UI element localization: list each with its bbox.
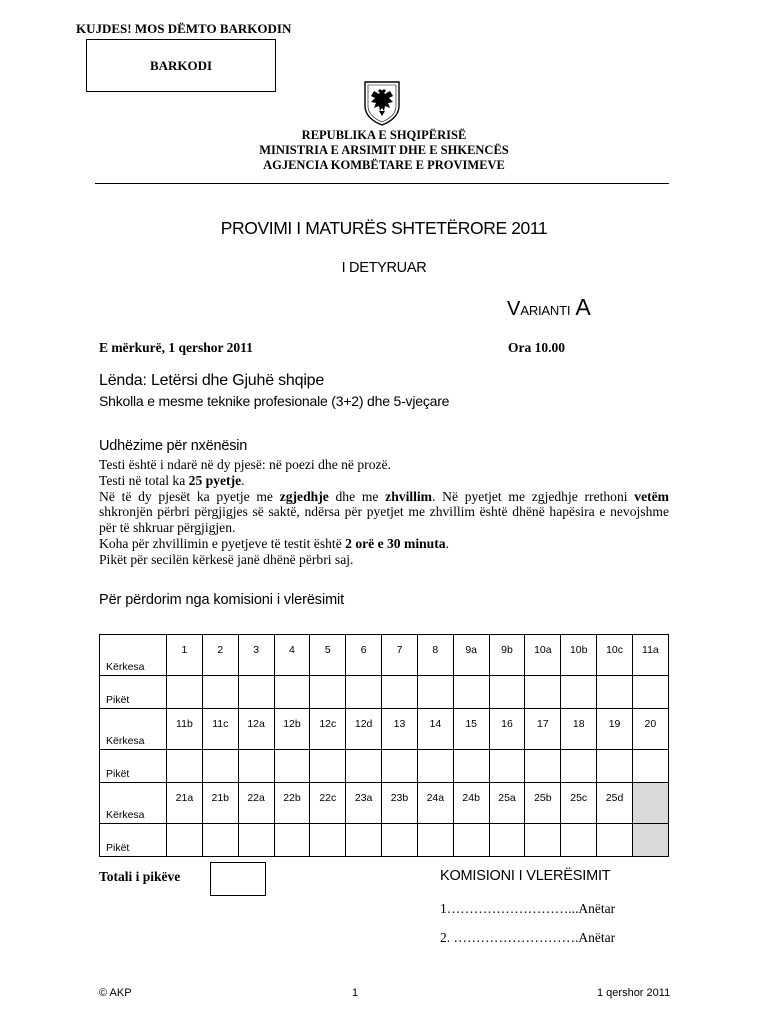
points-input-cell[interactable] bbox=[382, 676, 418, 709]
request-number-cell: 16 bbox=[489, 709, 525, 750]
points-input-cell[interactable] bbox=[489, 750, 525, 783]
exam-title: PROVIMI I MATURËS SHTETËRORE 2011 bbox=[220, 218, 548, 238]
points-input-cell[interactable] bbox=[310, 750, 346, 783]
points-input-cell[interactable] bbox=[561, 676, 597, 709]
request-number-cell: 9a bbox=[453, 635, 489, 676]
request-number-cell: 4 bbox=[274, 635, 310, 676]
instruction-points: Pikët për secilën kërkesë janë dhënë përbri saj. bbox=[99, 551, 354, 567]
request-number-cell: 11a bbox=[632, 635, 668, 676]
request-number-cell: 19 bbox=[597, 709, 633, 750]
albanian-eagle-emblem-icon bbox=[362, 80, 402, 126]
points-input-cell[interactable] bbox=[346, 824, 382, 857]
points-input-cell[interactable] bbox=[597, 824, 633, 857]
points-input-cell[interactable] bbox=[202, 824, 238, 857]
total-points-label: Totali i pikëve bbox=[99, 869, 181, 884]
points-input-cell[interactable] bbox=[597, 676, 633, 709]
points-input-cell[interactable] bbox=[489, 676, 525, 709]
institution-line-republic: REPUBLIKA E SHQIPËRISË bbox=[301, 128, 467, 142]
points-row bbox=[100, 676, 669, 709]
request-number-cell: 25d bbox=[597, 783, 633, 824]
instruction-total: Testi në total ka 25 pyetje. bbox=[99, 472, 245, 488]
request-number-cell: 21b bbox=[202, 783, 238, 824]
points-input-cell[interactable] bbox=[597, 750, 633, 783]
points-input-cell[interactable] bbox=[346, 750, 382, 783]
request-number-cell: 20 bbox=[632, 709, 668, 750]
instructions-body bbox=[99, 457, 669, 568]
footer-page-number: 1 bbox=[352, 987, 359, 999]
points-row-label: Pikët bbox=[100, 824, 167, 857]
request-number-cell: 1 bbox=[167, 635, 203, 676]
request-number-cell: 7 bbox=[382, 635, 418, 676]
points-row bbox=[100, 750, 669, 783]
header-divider bbox=[95, 183, 669, 184]
request-number-cell: 22c bbox=[310, 783, 346, 824]
request-row-label: Kërkesa bbox=[100, 635, 167, 676]
request-number-cell: 13 bbox=[382, 709, 418, 750]
points-input-cell[interactable] bbox=[167, 824, 203, 857]
points-input-cell[interactable] bbox=[561, 750, 597, 783]
points-input-cell[interactable] bbox=[525, 676, 561, 709]
request-number-cell: 12d bbox=[346, 709, 382, 750]
request-number-cell: 25a bbox=[489, 783, 525, 824]
request-number-cell: 10b bbox=[561, 635, 597, 676]
points-input-cell[interactable] bbox=[167, 750, 203, 783]
barcode-label: BARKODI bbox=[149, 57, 213, 73]
request-row bbox=[100, 635, 669, 676]
variant-label bbox=[507, 294, 591, 321]
points-input-cell[interactable] bbox=[382, 750, 418, 783]
request-number-cell: 12b bbox=[274, 709, 310, 750]
request-number-cell: 11b bbox=[167, 709, 203, 750]
points-row-label: Pikët bbox=[100, 676, 167, 709]
points-input-cell[interactable] bbox=[525, 750, 561, 783]
request-number-cell: 3 bbox=[238, 635, 274, 676]
request-row bbox=[100, 783, 669, 824]
request-number-cell: 14 bbox=[417, 709, 453, 750]
request-row-label: Kërkesa bbox=[100, 783, 167, 824]
request-number-cell: 5 bbox=[310, 635, 346, 676]
total-points-box[interactable] bbox=[210, 862, 266, 896]
request-number-cell: 22b bbox=[274, 783, 310, 824]
exam-time: Ora 10.00 bbox=[508, 340, 565, 355]
request-number-cell: 22a bbox=[238, 783, 274, 824]
exam-date: E mërkurë, 1 qershor 2011 bbox=[99, 340, 253, 355]
request-number-cell: 23b bbox=[382, 783, 418, 824]
points-input-cell[interactable] bbox=[453, 750, 489, 783]
instruction-question-types: Në të dy pjesët ka pyetje me zgjedhje dhe me zhvillim. Në pyetjet me zgjedhje rrethoni vetëm shkronjën përbri përgjigjes së saktë, ndërsa për pyetjet me zhvillim është dhënë hapësira e nevojshme për të shkruar përgjigjen. bbox=[99, 488, 669, 536]
points-input-cell[interactable] bbox=[525, 824, 561, 857]
instruction-duration: Koha për zhvillimin e pyetjeve të testit është 2 orë e 30 minuta. bbox=[99, 535, 449, 551]
footer-copyright: © AKP bbox=[99, 987, 132, 999]
instructions-title: Udhëzime për nxënësin bbox=[99, 438, 248, 454]
request-number-cell: 24a bbox=[417, 783, 453, 824]
commission-member-1: 1………………………...Anëtar bbox=[440, 901, 616, 916]
points-input-cell[interactable] bbox=[238, 750, 274, 783]
points-input-cell[interactable] bbox=[274, 676, 310, 709]
variant-prefix: VARIANTI bbox=[507, 298, 571, 320]
points-input-cell[interactable] bbox=[561, 824, 597, 857]
request-number-cell: 12a bbox=[238, 709, 274, 750]
instruction-parts: Testi është i ndarë në dy pjesë: në poezi dhe në prozë. bbox=[99, 457, 391, 472]
points-row bbox=[100, 824, 669, 857]
request-number-cell: 24b bbox=[453, 783, 489, 824]
request-number-cell: 21a bbox=[167, 783, 203, 824]
footer-date: 1 qershor 2011 bbox=[597, 987, 671, 999]
points-input-cell[interactable] bbox=[274, 750, 310, 783]
request-number-cell: 25c bbox=[561, 783, 597, 824]
exam-subtitle: I DETYRUAR bbox=[341, 260, 427, 276]
points-input-cell[interactable] bbox=[417, 750, 453, 783]
points-input-cell[interactable] bbox=[346, 676, 382, 709]
barcode-box bbox=[86, 39, 276, 92]
request-number-cell: 23a bbox=[346, 783, 382, 824]
request-number-cell: 10c bbox=[597, 635, 633, 676]
variant-letter: A bbox=[575, 294, 591, 320]
request-number-cell: 6 bbox=[346, 635, 382, 676]
shaded-cell bbox=[632, 824, 668, 857]
points-row-label: Pikët bbox=[100, 750, 167, 783]
commission-use-heading: Për përdorim nga komisioni i vlerësimit bbox=[99, 592, 345, 608]
exam-subject: Lënda: Letërsi dhe Gjuhë shqipe bbox=[99, 372, 325, 389]
institution-line-ministry: MINISTRIA E ARSIMIT DHE E SHKENCËS bbox=[259, 143, 509, 157]
request-number-cell: 15 bbox=[453, 709, 489, 750]
points-input-cell[interactable] bbox=[310, 676, 346, 709]
points-input-cell[interactable] bbox=[310, 824, 346, 857]
commission-title: KOMISIONI I VLERËSIMIT bbox=[440, 868, 611, 884]
points-input-cell[interactable] bbox=[167, 676, 203, 709]
request-number-cell: 17 bbox=[525, 709, 561, 750]
request-number-cell: 9b bbox=[489, 635, 525, 676]
request-row bbox=[100, 709, 669, 750]
shaded-cell bbox=[632, 783, 668, 824]
points-input-cell[interactable] bbox=[202, 750, 238, 783]
points-input-cell[interactable] bbox=[202, 676, 238, 709]
request-number-cell: 11c bbox=[202, 709, 238, 750]
points-input-cell[interactable] bbox=[238, 676, 274, 709]
points-input-cell[interactable] bbox=[453, 676, 489, 709]
school-type: Shkolla e mesme teknike profesionale (3+2) dhe 5-vjeçare bbox=[99, 393, 450, 409]
points-input-cell[interactable] bbox=[274, 824, 310, 857]
request-number-cell: 25b bbox=[525, 783, 561, 824]
barcode-warning: KUJDES! MOS DËMTO BARKODIN bbox=[76, 21, 292, 36]
request-number-cell: 10a bbox=[525, 635, 561, 676]
points-input-cell[interactable] bbox=[632, 676, 668, 709]
institution-line-agency: AGJENCIA KOMBËTARE E PROVIMEVE bbox=[263, 158, 505, 172]
request-row-label: Kërkesa bbox=[100, 709, 167, 750]
score-table bbox=[99, 634, 669, 857]
points-input-cell[interactable] bbox=[417, 824, 453, 857]
request-number-cell: 18 bbox=[561, 709, 597, 750]
points-input-cell[interactable] bbox=[489, 824, 525, 857]
points-input-cell[interactable] bbox=[417, 676, 453, 709]
points-input-cell[interactable] bbox=[453, 824, 489, 857]
request-number-cell: 12c bbox=[310, 709, 346, 750]
points-input-cell[interactable] bbox=[238, 824, 274, 857]
commission-member-2: 2. ……………………….Anëtar bbox=[440, 930, 616, 945]
request-number-cell: 8 bbox=[417, 635, 453, 676]
points-input-cell[interactable] bbox=[632, 750, 668, 783]
points-input-cell[interactable] bbox=[382, 824, 418, 857]
request-number-cell: 2 bbox=[202, 635, 238, 676]
